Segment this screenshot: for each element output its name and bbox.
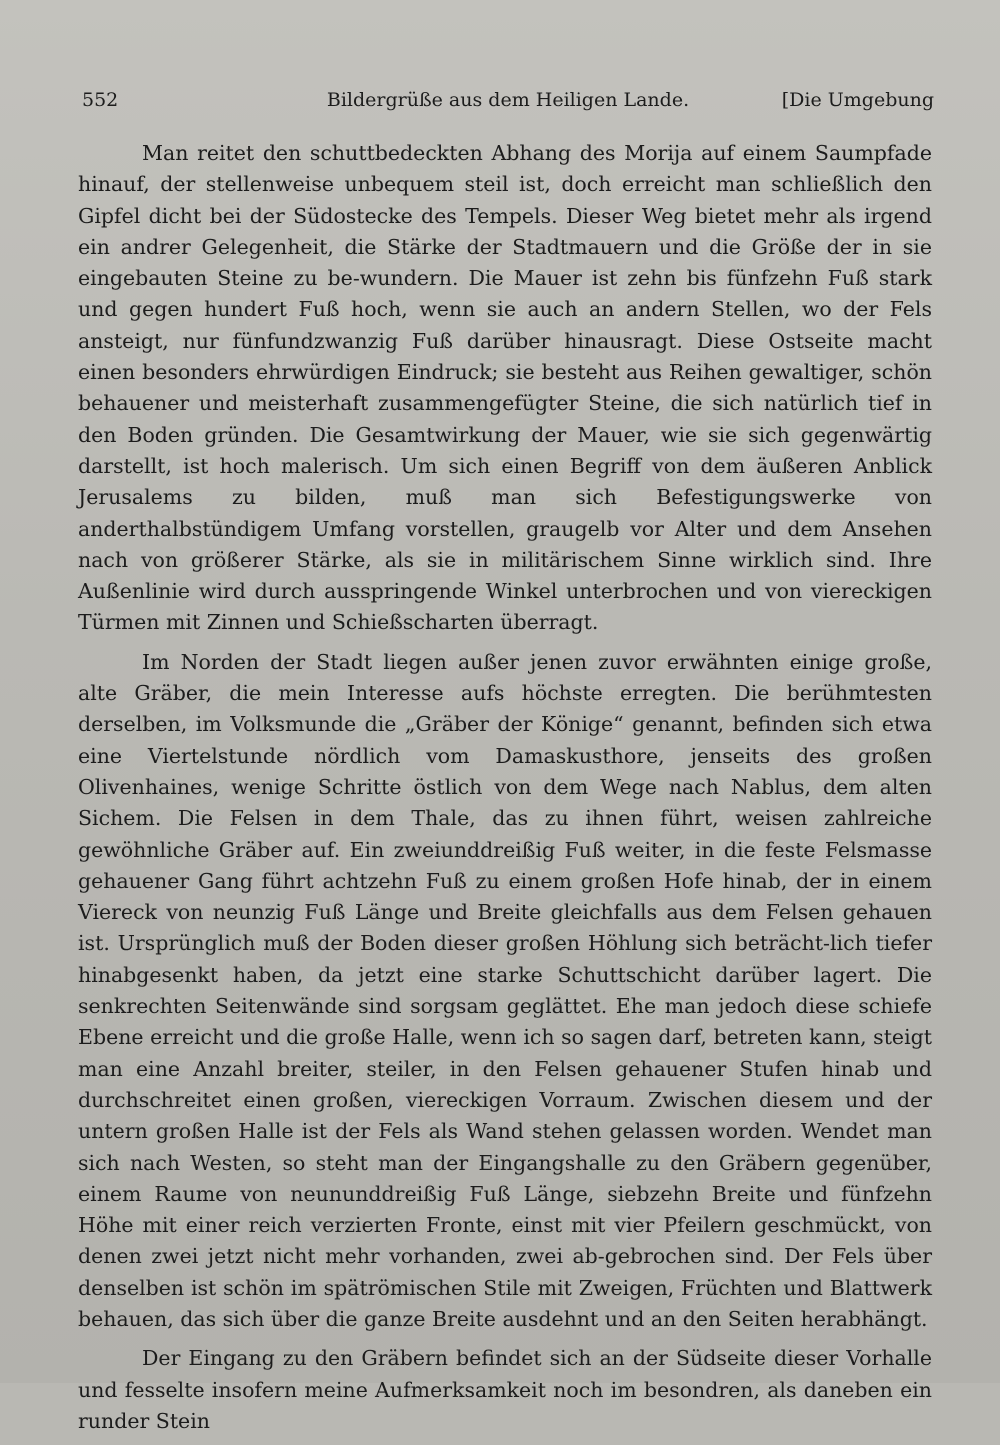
paragraph-2: Im Norden der Stadt liegen außer jenen zuvor erwähnten einige große, alte Gräber, die mein Interesse aufs höchste erregten. Die berühmtesten derselben, im Volksmunde die „Gräber der Könige“ genannt, befinden sich etwa eine Viertelstunde nördlich vom Damaskusthore, jenseits des großen Olivenhaines, wenige Schritte östlich von dem Wege nach Nablus, dem alten Sichem. Die Felsen in dem Thale, das zu ihnen führt, weisen zahlreiche gewöhnliche Gräber auf. Ein zweiunddreißig Fuß weiter, in die feste Felsmasse gehauener Gang führt achtzehn Fuß zu einem großen Hofe hinab, der in einem Viereck von neunzig Fuß Länge und Breite gleichfalls aus dem Felsen gehauen ist. Ursprünglich muß der Boden dieser großen Höhlung sich beträcht-lich tiefer hinabgesenkt haben, da jetzt eine starke Schuttschicht darüber lagert. Die senkrechten Seitenwände sind sorgsam geglättet. Ehe man jedoch diese schiefe Ebene erreicht und die große Halle, wenn ich so sagen darf, betreten kann, steigt man eine Anzahl breiter, steiler, in den Felsen gehauener Stufen hinab und durchschreitet einen großen, viereckigen Vorraum. Zwischen diesem und der untern großen Halle ist der Fels als Wand stehen gelassen worden. Wendet man sich nach Westen, so steht man der Eingangshalle zu den Gräbern gegenüber, einem Raume von neununddreißig Fuß Länge, siebzehn Breite und fünfzehn Höhe mit einer reich verzierten Fronte, einst mit vier Pfeilern geschmückt, von denen zwei jetzt nicht mehr vorhanden, zwei ab-gebrochen sind. Der Fels über denselben ist schön im spätrömischen Stile mit Zweigen, Früchten und Blattwerk behauen, das sich über die ganze Breite ausdehnt und an den Seiten herabhängt. [78,649,932,1331]
paragraph-3: Der Eingang zu den Gräbern befindet sich an der Südseite dieser Vorhalle und fesselte insofern meine Aufmerksamkeit noch im besondren, als daneben ein runder Stein [78,1346,932,1433]
section-reference: [Die Umgebung [781,89,934,111]
body-text [78,138,932,1445]
running-title: Bildergrüße aus dem Heiligen Lande. [326,89,690,111]
paragraph-1: Man reitet den schuttbedeckten Abhang des Morija auf einem Saumpfade hinauf, der stellenweise unbequem steil ist, doch erreicht man schließlich den Gipfel dicht bei der Südostecke des Tempels. Dieser Weg bietet mehr als irgend ein andrer Gelegenheit, die Stärke der Stadtmauern und die Größe der in sie eingebauten Steine zu be-wundern. Die Mauer ist zehn bis fünfzehn Fuß stark und gegen hundert Fuß hoch, wenn sie auch an andern Stellen, wo der Fels ansteigt, nur fünfundzwanzig Fuß darüber hinausragt. Diese Ostseite macht einen besonders ehrwürdigen Eindruck; sie besteht aus Reihen gewaltiger, schön behauener und meisterhaft zusammengefügter Steine, die sich natürlich tief in den Boden gründen. Die Gesamtwirkung der Mauer, wie sie sich gegenwärtig darstellt, ist hoch malerisch. Um sich einen Begriff von dem äußeren Anblick Jerusalems zu bilden, muß man sich Befestigungswerke von anderthalbstündigem Umfang vorstellen, graugelb vor Alter und dem Ansehen nach von größerer Stärke, als sie in militärischem Sinne wirklich sind. Ihre Außenlinie wird durch ausspringende Winkel unterbrochen und von viereckigen Türmen mit Zinnen und Schießscharten überragt. [78,141,932,635]
page-header [82,84,934,116]
page-number: 552 [82,89,119,111]
